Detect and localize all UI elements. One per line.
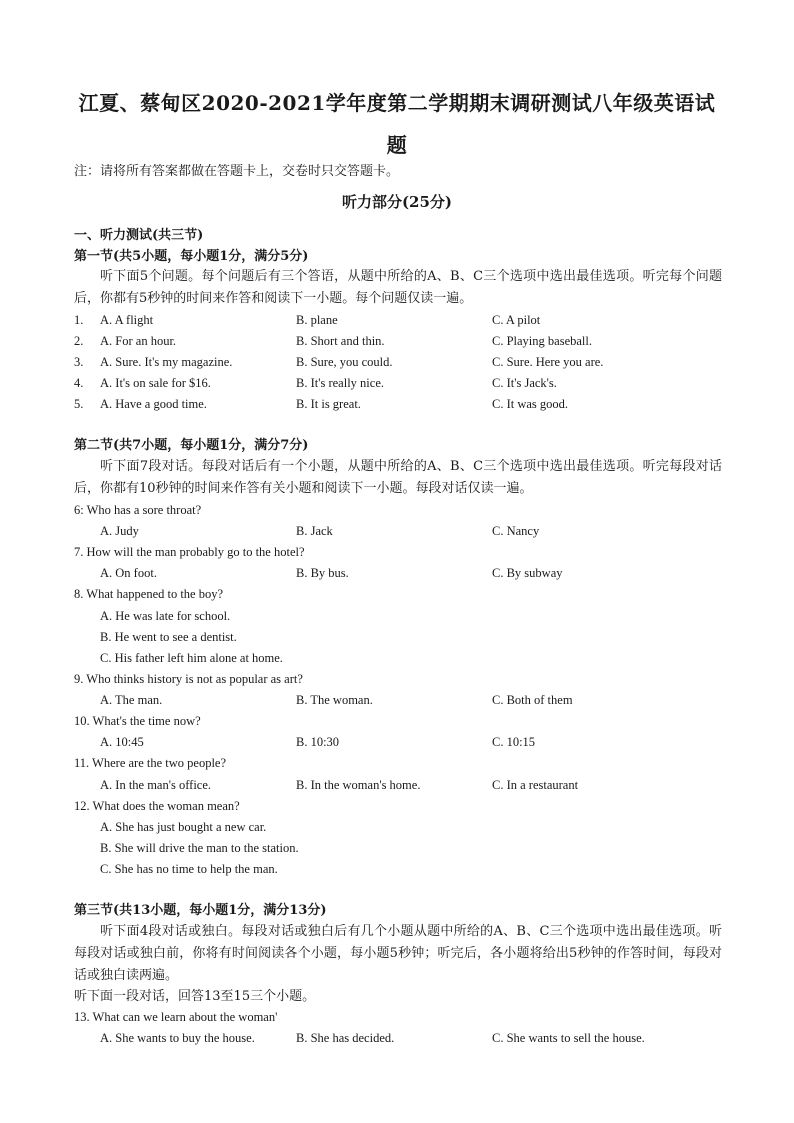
option-c: C. It's Jack's. [492,376,557,390]
option-b: B. 10:30 [296,735,340,749]
option-c: C. Playing baseball. [492,334,592,348]
question-3 [74,353,734,371]
question-13-stem: 13. What can we learn about the woman' [74,1010,278,1024]
option-a: A. Have a good time. [100,397,207,411]
question-6-stem: 6: Who has a sore throat? [74,503,202,517]
question-number: 5. [74,397,84,411]
s2-heading: 第二节(共7小题，每小题1分，满分7分) [74,438,309,453]
question-10-stem: 10. What's the time now? [74,714,201,728]
question-8-option-c-row [74,649,734,667]
exam-title [60,82,734,166]
exam-title-line-1: 江夏、蔡甸区2020-2021学年度第二学期期末调研测试八年级英语试 [78,91,716,115]
question-9-options [74,691,734,709]
option-c: C. A pilot [492,313,541,327]
s1-heading: 第一节(共5小题，每小题1分，满分5分) [74,249,309,264]
question-8-option-b-row [74,628,734,646]
s1-instructions: 听下面5个问题。每个问题后有三个答语，从题中所给的A、B、C三个选项中选出最佳选项。听完每个问题后，你都有5秒钟的时间来作答和阅读下一小题。每个问题仅读一遍。 [74,269,722,306]
s3-subinstruction: 听下面一段对话，回答13至15三个小题。 [74,989,316,1004]
question-8-option-a-row [74,607,734,625]
question-10-options [74,733,734,751]
question-number: 1. [74,313,84,327]
question-5 [74,395,734,413]
s3-instructions: 听下面4段对话或独白。每段对话或独白后有几个小题从题中所给的A、B、C三个选项中选出最佳选项。听每段对话或独白前，你将有时间阅读各个小题，每小题5秒钟；听完后，各小题将给出5秒钟的作答时间，每段对话或独白读两遍。 [74,924,722,983]
option-b: B. Sure, you could. [296,355,393,369]
option-b: B. She has decided. [296,1031,395,1045]
exam-title-line-2: 题 [386,133,408,157]
option-c: C. It was good. [492,397,569,411]
option-a: A. Sure. It's my magazine. [100,355,233,369]
option-b: B. Jack [296,524,333,538]
option-b: B. He went to see a dentist. [100,630,237,644]
option-b: B. The woman. [296,693,373,707]
option-a: A. 10:45 [100,735,144,749]
option-b: B. Short and thin. [296,334,385,348]
question-11-stem: 11. Where are the two people? [74,756,227,770]
question-7-options [74,564,734,582]
option-b: B. It's really nice. [296,376,384,390]
option-a: A. On foot. [100,566,157,580]
question-8-stem: 8. What happened to the boy? [74,587,224,601]
s3-heading: 第三节(共13小题，每小题1分，满分13分) [74,903,327,918]
option-b: B. plane [296,313,338,327]
option-a: A. Judy [100,524,139,538]
exam-note: 注：请将所有答案都做在答题卡上，交卷时只交答题卡。 [74,164,400,179]
question-9-stem: 9. Who thinks history is not as popular as art? [74,672,303,686]
question-number: 2. [74,334,84,348]
option-c: C. Sure. Here you are. [492,355,604,369]
option-a: A. She has just bought a new car. [100,820,267,834]
section-heading: 一、听力测试(共三节) [74,228,204,243]
option-b: B. By bus. [296,566,349,580]
option-c: C. She wants to sell the house. [492,1031,645,1045]
option-a: A. In the man's office. [100,778,212,792]
question-12-stem: 12. What does the woman mean? [74,799,240,813]
question-1 [74,311,734,329]
question-4 [74,374,734,392]
option-c: C. His father left him alone at home. [100,651,283,665]
question-13-options [74,1029,734,1047]
option-c: C. She has no time to help the man. [100,862,278,876]
question-11-options [74,776,734,794]
option-b: B. She will drive the man to the station. [100,841,299,855]
option-a: A. For an hour. [100,334,177,348]
option-a: A. He was late for school. [100,609,231,623]
option-a: A. The man. [100,693,163,707]
question-number: 3. [74,355,84,369]
option-c: C. In a restaurant [492,778,579,792]
option-c: C. Nancy [492,524,540,538]
option-a: A. A flight [100,313,154,327]
option-a: A. It's on sale for $16. [100,376,211,390]
option-b: B. In the woman's home. [296,778,421,792]
s2-instructions: 听下面7段对话。每段对话后有一个小题，从题中所给的A、B、C三个选项中选出最佳选项。听完每段对话后，你都有10秒钟的时间来作答有关小题和阅读下一小题。每段对话仅读一遍。 [74,459,722,496]
option-c: C. 10:15 [492,735,536,749]
question-12-option-c-row [74,860,734,878]
question-6-options [74,522,734,540]
question-7-stem: 7. How will the man probably go to the hotel? [74,545,305,559]
question-12-option-b-row [74,839,734,857]
question-2 [74,332,734,350]
option-b: B. It is great. [296,397,361,411]
part-heading: 听力部分(25分) [341,193,453,211]
option-c: C. By subway [492,566,563,580]
option-a: A. She wants to buy the house. [100,1031,255,1045]
option-c: C. Both of them [492,693,573,707]
question-12-option-a-row [74,818,734,836]
question-number: 4. [74,376,84,390]
